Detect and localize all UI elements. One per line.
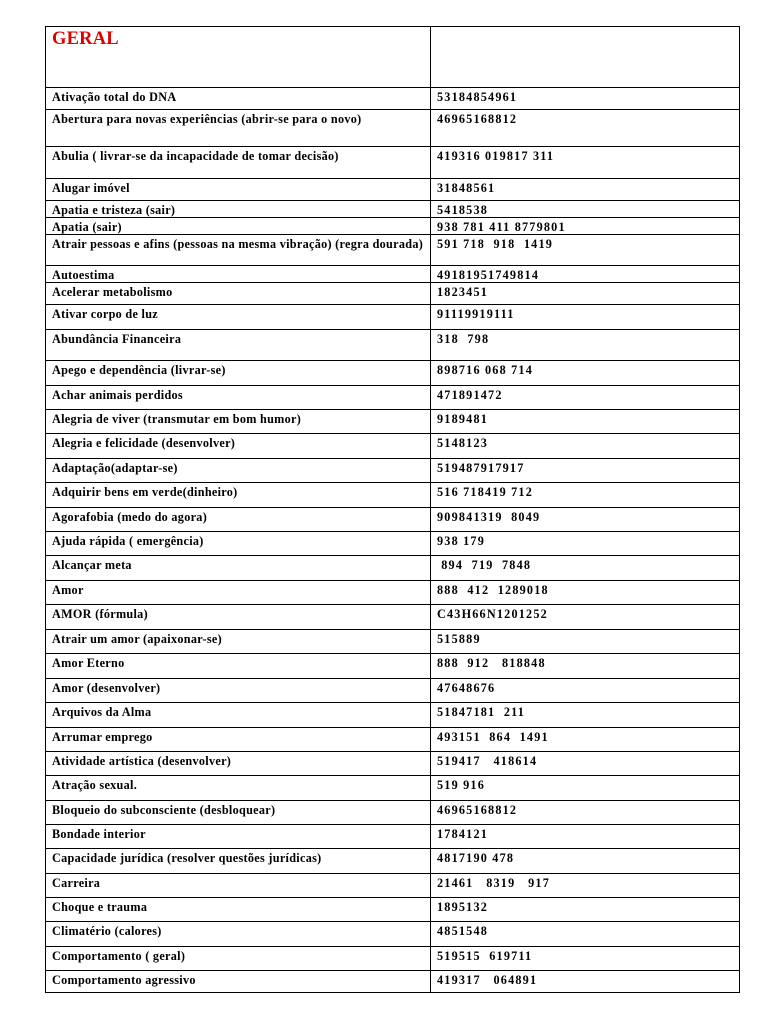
table-row	[46, 532, 740, 556]
row-label: Apego e dependência (livrar-se)	[46, 361, 431, 386]
header-empty-cell	[431, 27, 740, 88]
table-row	[46, 874, 740, 898]
row-code: 46965168812	[431, 801, 740, 825]
row-code: 516 718419 712	[431, 483, 740, 508]
table-row	[46, 679, 740, 703]
row-label: Amor	[46, 581, 431, 605]
row-code: 47648676	[431, 679, 740, 703]
row-code: 31848561	[431, 179, 740, 201]
row-label: Amor (desenvolver)	[46, 679, 431, 703]
table-row	[46, 386, 740, 410]
row-label: Atrair um amor (apaixonar-se)	[46, 630, 431, 654]
table-row	[46, 508, 740, 532]
row-code: 493151 864 1491	[431, 728, 740, 752]
row-label: Atividade artística (desenvolver)	[46, 752, 431, 776]
row-code: 4851548	[431, 922, 740, 947]
row-code: 21461 8319 917	[431, 874, 740, 898]
row-code: 888 912 818848	[431, 654, 740, 679]
table-row	[46, 110, 740, 147]
row-label: Autoestima	[46, 266, 431, 283]
row-code: 938 179	[431, 532, 740, 556]
table-row	[46, 483, 740, 508]
row-label: Comportamento ( geral)	[46, 947, 431, 971]
row-label: Arquivos da Alma	[46, 703, 431, 728]
table-row	[46, 361, 740, 386]
row-label: Atrair pessoas e afins (pessoas na mesma vibração) (regra dourada)	[46, 235, 431, 266]
row-code: 51847181 211	[431, 703, 740, 728]
row-label: Agorafobia (medo do agora)	[46, 508, 431, 532]
table-row	[46, 971, 740, 993]
table-row	[46, 434, 740, 459]
row-code: 471891472	[431, 386, 740, 410]
row-label: Atração sexual.	[46, 776, 431, 801]
table-row	[46, 825, 740, 849]
table-row	[46, 898, 740, 922]
table-row	[46, 922, 740, 947]
table-row	[46, 410, 740, 434]
row-code: 419316 019817 311	[431, 147, 740, 179]
row-code: 4817190 478	[431, 849, 740, 874]
table-row	[46, 218, 740, 235]
row-code: 909841319 8049	[431, 508, 740, 532]
row-code: 519487917917	[431, 459, 740, 483]
row-code: 49181951749814	[431, 266, 740, 283]
row-label: Apatia e tristeza (sair)	[46, 201, 431, 218]
row-label: Ajuda rápida ( emergência)	[46, 532, 431, 556]
row-code: 419317 064891	[431, 971, 740, 993]
row-code: 888 412 1289018	[431, 581, 740, 605]
codes-table	[45, 26, 740, 993]
table-row	[46, 752, 740, 776]
row-label: Adquirir bens em verde(dinheiro)	[46, 483, 431, 508]
row-label: Bloqueio do subconsciente (desbloquear)	[46, 801, 431, 825]
row-label: Bondade interior	[46, 825, 431, 849]
row-label: Choque e trauma	[46, 898, 431, 922]
row-label: Alegria e felicidade (desenvolver)	[46, 434, 431, 459]
row-label: Alugar imóvel	[46, 179, 431, 201]
row-code: 5148123	[431, 434, 740, 459]
row-label: Alcançar meta	[46, 556, 431, 581]
row-code: 894 719 7848	[431, 556, 740, 581]
table-row	[46, 235, 740, 266]
row-label: Climatério (calores)	[46, 922, 431, 947]
row-label: Ativação total do DNA	[46, 88, 431, 110]
row-code: C43H66N1201252	[431, 605, 740, 630]
row-label: Abertura para novas experiências (abrir-se para o novo)	[46, 110, 431, 147]
row-code: 1784121	[431, 825, 740, 849]
table-row	[46, 630, 740, 654]
row-label: Alegria de viver (transmutar em bom humor)	[46, 410, 431, 434]
row-label: Adaptação(adaptar-se)	[46, 459, 431, 483]
row-label: Carreira	[46, 874, 431, 898]
table-row	[46, 147, 740, 179]
table-row	[46, 266, 740, 283]
table-row	[46, 581, 740, 605]
header-row	[46, 27, 740, 88]
table-row	[46, 728, 740, 752]
row-code: 591 718 918 1419	[431, 235, 740, 266]
row-label: Abundância Financeira	[46, 330, 431, 361]
row-code: 5418538	[431, 201, 740, 218]
table-row	[46, 947, 740, 971]
row-label: Apatia (sair)	[46, 218, 431, 235]
row-code: 1895132	[431, 898, 740, 922]
row-code: 53184854961	[431, 88, 740, 110]
row-code: 318 798	[431, 330, 740, 361]
codes-table-body	[46, 27, 740, 993]
table-row	[46, 201, 740, 218]
row-code: 91119919111	[431, 305, 740, 330]
table-row	[46, 459, 740, 483]
table-row	[46, 654, 740, 679]
row-label: Achar animais perdidos	[46, 386, 431, 410]
row-label: Arrumar emprego	[46, 728, 431, 752]
row-code: 1823451	[431, 283, 740, 305]
row-code: 515889	[431, 630, 740, 654]
table-row	[46, 703, 740, 728]
table-row	[46, 849, 740, 874]
row-label: Abulia ( livrar-se da incapacidade de tomar decisão)	[46, 147, 431, 179]
row-label: Amor Eterno	[46, 654, 431, 679]
table-row	[46, 776, 740, 801]
row-code: 46965168812	[431, 110, 740, 147]
table-row	[46, 556, 740, 581]
row-label: Capacidade jurídica (resolver questões jurídicas)	[46, 849, 431, 874]
row-code: 519 916	[431, 776, 740, 801]
row-code: 519417 418614	[431, 752, 740, 776]
row-label: Acelerar metabolismo	[46, 283, 431, 305]
table-row	[46, 283, 740, 305]
section-title: GERAL	[46, 27, 431, 88]
row-code: 519515 619711	[431, 947, 740, 971]
row-label: AMOR (fórmula)	[46, 605, 431, 630]
table-row	[46, 330, 740, 361]
row-label: Ativar corpo de luz	[46, 305, 431, 330]
table-row	[46, 605, 740, 630]
row-code: 898716 068 714	[431, 361, 740, 386]
table-row	[46, 88, 740, 110]
row-code: 9189481	[431, 410, 740, 434]
row-code: 938 781 411 8779801	[431, 218, 740, 235]
row-label: Comportamento agressivo	[46, 971, 431, 993]
table-row	[46, 305, 740, 330]
table-row	[46, 179, 740, 201]
table-row	[46, 801, 740, 825]
